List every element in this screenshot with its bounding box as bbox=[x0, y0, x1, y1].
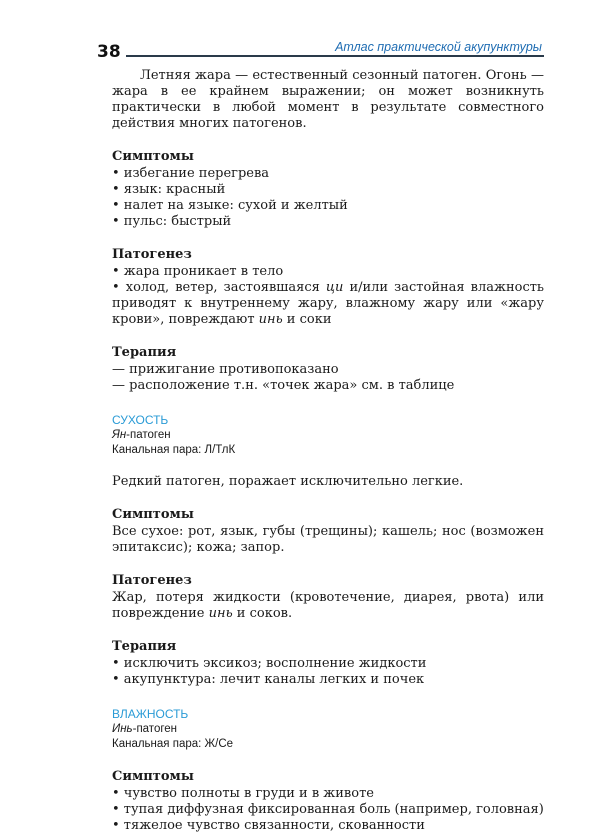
list-item: • избегание перегрева bbox=[112, 166, 270, 181]
list-item: — расположение т.н. «точек жара» см. в таблице bbox=[112, 378, 455, 393]
dryness-label: СУХОСТЬ bbox=[112, 413, 169, 427]
page-body bbox=[112, 68, 544, 834]
heat-therapy-heading: Терапия bbox=[112, 345, 177, 360]
list-item: • холод, ветер, застоявшаяся ци и/или застойная влажность приводят к внутреннему жару, влажному жару или «жару крови», повреждают инь и соки bbox=[112, 280, 545, 327]
dampness-channel-pair: Канальная пара: Ж/Се bbox=[112, 738, 234, 750]
list-item: • тяжелое чувство связанности, скованности bbox=[112, 818, 425, 833]
running-title: Атлас практической акупунктуры bbox=[335, 40, 542, 54]
dryness-channel-pair: Канальная пара: Л/ТлК bbox=[112, 444, 236, 456]
header-rule bbox=[126, 55, 544, 57]
heat-symptoms-heading: Симптомы bbox=[112, 149, 194, 164]
dryness-pathogenesis-heading: Патогенез bbox=[112, 573, 192, 588]
dryness-type: Ян-патоген bbox=[112, 429, 171, 441]
term-ci: ци bbox=[325, 280, 344, 295]
term-yin: инь bbox=[258, 312, 283, 327]
heat-symptoms-list bbox=[112, 166, 544, 230]
heat-pathogenesis-heading: Патогенез bbox=[112, 247, 192, 262]
dryness-pathogenesis-text: Жар, потеря жидкости (кровотечение, диарея, рвота) или повреждение инь и соков. bbox=[112, 590, 544, 621]
dryness-symptoms-text: Все сухое: рот, язык, губы (трещины); кашель; нос (возможен эпитаксис); кожа; запор. bbox=[112, 524, 544, 555]
heat-therapy-list bbox=[112, 362, 544, 394]
list-item: • язык: красный bbox=[112, 182, 226, 197]
page-header bbox=[0, 0, 600, 60]
heat-intro: Летняя жара — естественный сезонный патоген. Огонь — жара в ее крайнем выражении; он может возникнуть практически в любой момент в результате совместного действия многих патогенов. bbox=[112, 68, 544, 131]
list-item: • пульс: быстрый bbox=[112, 214, 232, 229]
list-item: • чувство полноты в груди и в животе bbox=[112, 786, 374, 801]
dampness-symptoms-list bbox=[112, 786, 544, 834]
dampness-label: ВЛАЖНОСТЬ bbox=[112, 707, 189, 721]
list-item: — прижигание противопоказано bbox=[112, 362, 339, 377]
list-item: • исключить эксикоз; восполнение жидкости bbox=[112, 656, 427, 671]
term-yin: инь bbox=[208, 606, 233, 621]
dampness-symptoms-heading: Симптомы bbox=[112, 769, 194, 784]
dryness-therapy-heading: Терапия bbox=[112, 639, 177, 654]
heat-pathogenesis-list bbox=[112, 264, 544, 328]
page-number: 38 bbox=[97, 42, 121, 62]
dryness-description: Редкий патоген, поражает исключительно легкие. bbox=[112, 474, 464, 489]
dryness-therapy-list bbox=[112, 656, 544, 688]
list-item: • акупунктура: лечит каналы легких и почек bbox=[112, 672, 425, 687]
dampness-type: Инь-патоген bbox=[112, 723, 178, 735]
list-item: • тупая диффузная фиксированная боль (например, головная) bbox=[112, 802, 544, 817]
list-item: • жара проникает в тело bbox=[112, 264, 284, 279]
dryness-symptoms-heading: Симптомы bbox=[112, 507, 194, 522]
list-item: • налет на языке: сухой и желтый bbox=[112, 198, 348, 213]
